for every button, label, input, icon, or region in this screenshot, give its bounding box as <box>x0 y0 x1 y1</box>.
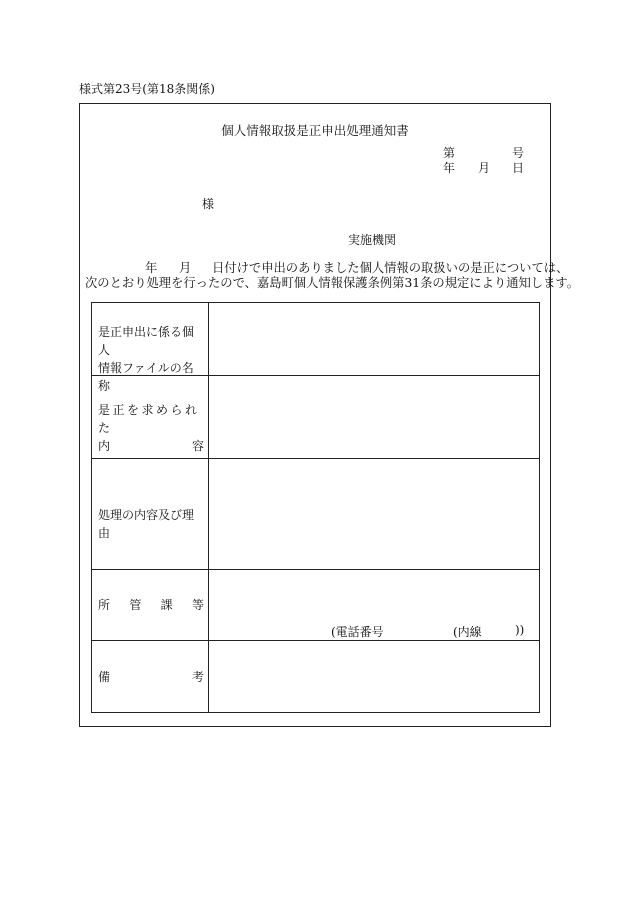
date-month-label: 月 <box>478 161 491 175</box>
sender-organization: 実施機関 <box>348 233 397 247</box>
phone-number-label: (電話番号 <box>331 625 384 639</box>
recipient-honorific: 様 <box>202 197 215 211</box>
row-label-remarks <box>98 668 204 686</box>
row-label-correction-content-char-1: 内 <box>98 439 111 453</box>
date-year-label: 年 <box>443 161 456 175</box>
row-label-correction-content-char-2: 容 <box>191 439 204 453</box>
row-label-department-char-1: 所 <box>98 598 111 612</box>
row-label-file-name-line-2: 情報ファイルの名称 <box>98 361 194 393</box>
row-label-file-name <box>98 323 204 395</box>
body-year-label: 年 <box>145 261 158 275</box>
closing-parentheses: )) <box>515 623 525 637</box>
document-number-suffix: 号 <box>512 146 525 160</box>
body-text-line-2: 次のとおり処理を行ったので、嘉島町個人情報保護条例第31条の規定により通知します。 <box>85 276 579 290</box>
value-cell-remarks[interactable] <box>209 641 539 712</box>
row-label-department-char-4: 等 <box>191 598 204 612</box>
value-cell-correction-content[interactable] <box>209 376 539 458</box>
row-label-correction-content <box>98 401 204 455</box>
row-label-processing-reason: 処理の内容及び理由 <box>98 508 195 540</box>
row-label-department-char-2: 管 <box>129 598 142 612</box>
row-label-department <box>98 596 204 614</box>
value-cell-processing-reason[interactable] <box>209 459 539 569</box>
row-label-correction-content-line-1: 是正を求められた <box>98 403 200 435</box>
extension-label: (内線 <box>453 625 482 639</box>
row-label-remarks-char-1: 備 <box>98 670 111 684</box>
row-label-correction-content-line-2 <box>98 437 204 455</box>
document-title: 個人情報取扱是正申出処理通知書 <box>221 123 409 138</box>
row-label-department-char-3: 課 <box>160 598 173 612</box>
row-label-file-name-line-1: 是正申出に係る個人 <box>98 325 195 357</box>
body-text-line-1: 日付けで申出のありました個人情報の取扱いの是正については、 <box>212 261 569 275</box>
value-cell-file-name[interactable] <box>209 303 539 375</box>
row-label-remarks-char-2: 考 <box>191 670 204 684</box>
form-number-caption: 様式第23号(第18条関係) <box>79 82 215 96</box>
body-month-label: 月 <box>179 261 192 275</box>
details-table <box>91 302 540 713</box>
date-day-label: 日 <box>512 161 525 175</box>
document-number-prefix: 第 <box>443 146 456 160</box>
